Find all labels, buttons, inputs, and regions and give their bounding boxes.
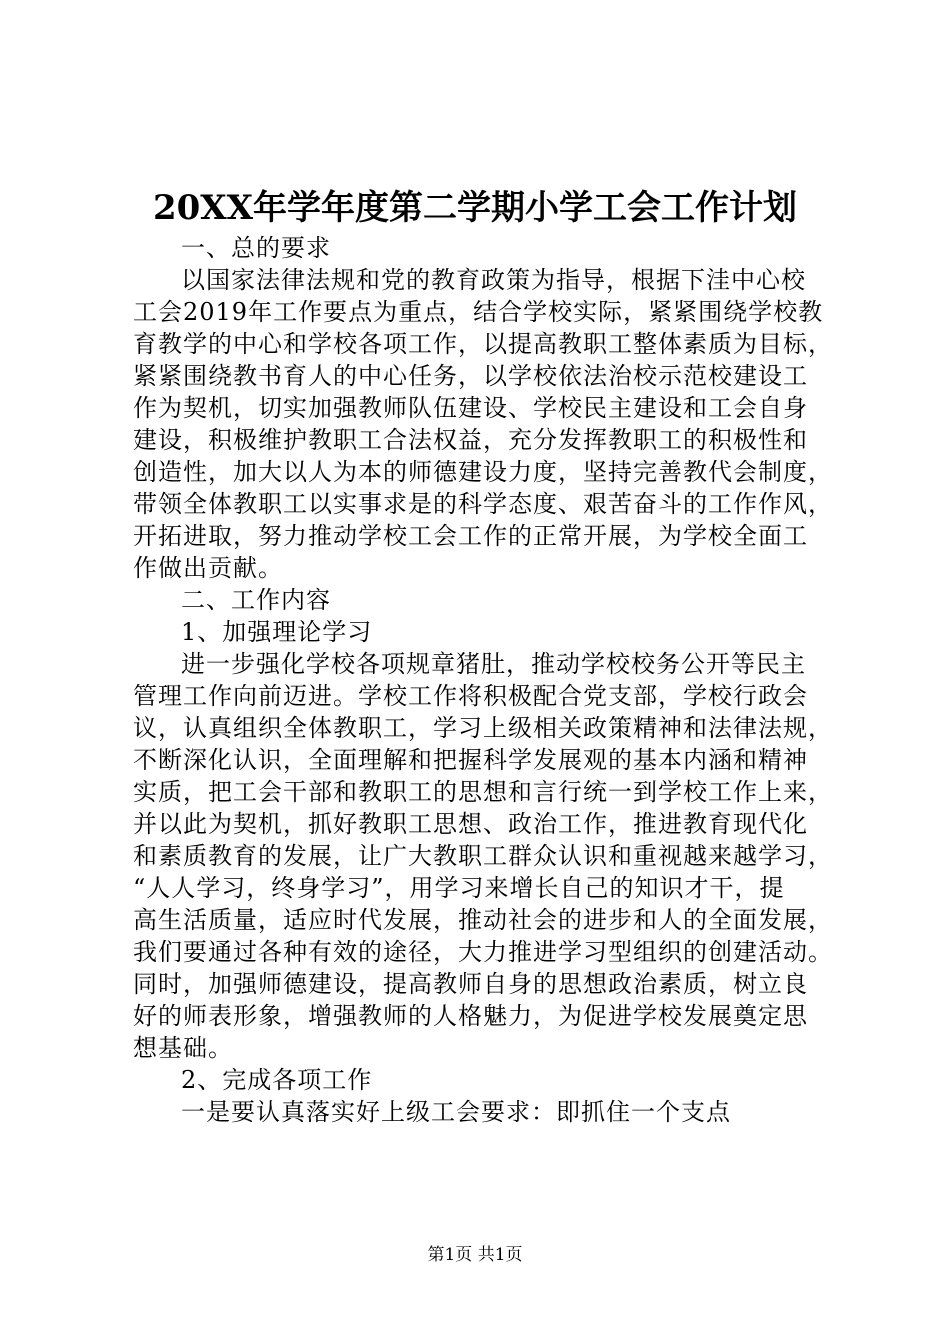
body-line: 开拓进取，努力推动学校工会工作的正常开展，为学校全面工 xyxy=(133,522,808,550)
body-line: 工会2019年工作要点为重点，结合学校实际，紧紧围绕学校教 xyxy=(133,298,824,326)
body-line: 并以此为契机，抓好教职工思想、政治工作，推进教育现代化 xyxy=(133,810,808,838)
body-line: 紧紧围绕教书育人的中心任务，以学校依法治校示范校建设工 xyxy=(133,362,808,390)
body-line: 管理工作向前迈进。学校工作将积极配合党支部，学校行政会 xyxy=(133,682,808,710)
body-line: 实质，把工会干部和教职工的思想和言行统一到学校工作上来， xyxy=(133,778,833,806)
document-body xyxy=(133,232,833,1128)
body-line: 想基础。 xyxy=(133,1034,233,1062)
body-line: 创造性，加大以人为本的师德建设力度，坚持完善教代会制度， xyxy=(133,458,833,486)
body-line: 不断深化认识，全面理解和把握科学发展观的基本内涵和精神 xyxy=(133,746,808,774)
page-footer: 第1页 共1页 xyxy=(427,1245,523,1265)
body-line: 二、工作内容 xyxy=(181,586,331,614)
body-line: 好的师表形象，增强教师的人格魅力，为促进学校发展奠定思 xyxy=(133,1002,808,1030)
body-line: 作做出贡献。 xyxy=(133,554,283,582)
body-line: 一是要认真落实好上级工会要求：即抓住一个支点 xyxy=(181,1098,731,1126)
body-line: 我们要通过各种有效的途径，大力推进学习型组织的创建活动。 xyxy=(133,938,833,966)
document-title: 20XX年学年度第二学期小学工会工作计划 xyxy=(152,188,798,228)
body-line: 进一步强化学校各项规章猪肚，推动学校校务公开等民主 xyxy=(181,650,806,678)
body-line: 以国家法律法规和党的教育政策为指导，根据下洼中心校 xyxy=(181,266,806,294)
body-line: 议，认真组织全体教职工，学习上级相关政策精神和法律法规， xyxy=(133,714,833,742)
body-line: 带领全体教职工以实事求是的科学态度、艰苦奋斗的工作作风， xyxy=(133,490,833,518)
body-line: 建设，积极维护教职工合法权益，充分发挥教职工的积极性和 xyxy=(133,426,808,454)
body-line: 和素质教育的发展，让广大教职工群众认识和重视越来越学习， xyxy=(133,842,833,870)
body-line: 一、总的要求 xyxy=(181,234,331,262)
body-line: 高生活质量，适应时代发展，推动社会的进步和人的全面发展， xyxy=(133,906,833,934)
body-line: 同时，加强师德建设，提高教师自身的思想政治素质，树立良 xyxy=(133,970,808,998)
body-line: 作为契机，切实加强教师队伍建设、学校民主建设和工会自身 xyxy=(133,394,808,422)
body-line: “人人学习，终身学习”，用学习来增长自己的知识才干，提 xyxy=(133,874,785,902)
body-line: 育教学的中心和学校各项工作，以提高教职工整体素质为目标， xyxy=(133,330,833,358)
body-line: 1、加强理论学习 xyxy=(181,618,373,646)
body-line: 2、完成各项工作 xyxy=(181,1066,373,1094)
